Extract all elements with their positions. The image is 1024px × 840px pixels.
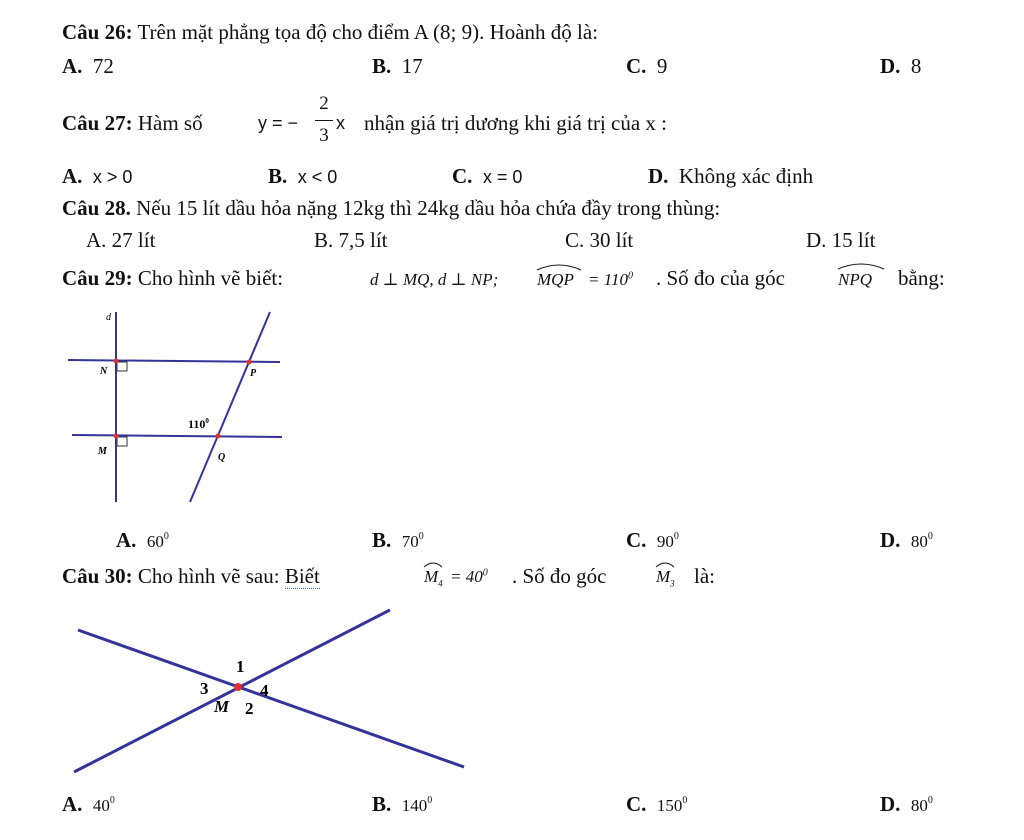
q27-frac-bar <box>315 120 333 121</box>
q29-ask-angle: NPQ <box>838 270 872 289</box>
option-value: 80 <box>910 532 928 551</box>
q30-text-mid: . Số đo góc <box>512 564 607 588</box>
q27-option-a[interactable] <box>62 166 132 187</box>
q30-figure <box>60 600 480 780</box>
label-d: d <box>106 312 111 323</box>
q28-text: Nếu 15 lít dầu hỏa nặng 12kg thì 24kg dầu hỏa chứa đầy trong thùng: <box>136 196 721 220</box>
option-letter: A. <box>62 164 83 188</box>
degree-mark: 0 <box>927 795 933 806</box>
q27-option-c[interactable] <box>452 166 522 187</box>
hat-icon <box>535 262 583 272</box>
option-letter: A. <box>62 792 83 816</box>
q27-frac-den: 3 <box>319 125 329 146</box>
q30-ask-angle <box>656 568 675 588</box>
option-value: 60 <box>146 532 164 551</box>
q27-text-after: nhận giá trị dương khi giá trị của x : <box>364 111 668 135</box>
q27-question <box>62 113 203 134</box>
q28-label: Câu 28. <box>62 196 131 220</box>
q28-option-c[interactable] <box>565 230 633 251</box>
q29-option-a[interactable] <box>116 530 169 551</box>
q30-option-c[interactable] <box>626 794 687 815</box>
q30-option-b[interactable] <box>372 794 432 815</box>
option-letter: A. <box>116 528 137 552</box>
option-value: 150 <box>656 796 683 815</box>
degree-mark: 0 <box>109 795 115 806</box>
q26-option-b[interactable] <box>372 56 423 77</box>
option-letter: D. <box>806 228 827 252</box>
option-letter: D. <box>648 164 669 188</box>
label-p: P <box>250 368 257 379</box>
q26-option-c[interactable] <box>626 56 667 77</box>
q30-question <box>62 566 320 587</box>
q30-label: Câu 30: <box>62 564 133 588</box>
option-value: x = 0 <box>482 167 523 187</box>
option-value: 15 lít <box>831 228 876 252</box>
q28-option-b[interactable] <box>314 230 388 251</box>
q30-text-after: là: <box>694 564 715 588</box>
point-m <box>234 683 242 691</box>
option-letter: B. <box>372 792 392 816</box>
option-letter: D. <box>880 54 901 78</box>
degree-mark: 0 <box>482 567 488 579</box>
option-letter: C. <box>626 54 647 78</box>
q30-option-d[interactable] <box>880 794 933 815</box>
line-1 <box>78 630 464 767</box>
option-value: 17 <box>401 54 423 78</box>
option-value: x > 0 <box>92 167 133 187</box>
option-value: 30 lít <box>589 228 634 252</box>
q27-text-before: Hàm số <box>137 111 203 135</box>
q29-question <box>62 268 283 289</box>
q29-option-d[interactable] <box>880 530 933 551</box>
q28-option-d[interactable] <box>806 230 875 251</box>
option-value: 140 <box>401 796 428 815</box>
option-value: 7,5 lít <box>338 228 388 252</box>
label-q: Q <box>218 452 226 463</box>
right-angle-n <box>117 362 127 371</box>
hat-icon <box>654 559 676 569</box>
q29-condition-value-text: = 110 <box>588 270 628 289</box>
degree-mark: 0 <box>627 270 633 282</box>
point-q <box>216 434 221 439</box>
q29-option-c[interactable] <box>626 530 679 551</box>
option-letter: B. <box>314 228 334 252</box>
option-letter: C. <box>626 792 647 816</box>
label-2: 2 <box>245 699 254 718</box>
line-2 <box>74 610 390 772</box>
q26-option-a[interactable] <box>62 56 114 77</box>
q28-option-a[interactable] <box>86 230 155 251</box>
q26-text: Trên mặt phẳng tọa độ cho điểm A (8; 9). Hoành độ là: <box>137 20 599 44</box>
q29-figure <box>60 300 300 510</box>
label-3: 3 <box>200 679 209 698</box>
q27-formula-lhs: y = − <box>258 113 299 133</box>
option-value: 90 <box>656 532 674 551</box>
label-m: M <box>214 697 230 716</box>
option-value: x < 0 <box>297 167 338 187</box>
degree-mark: 0 <box>927 531 933 542</box>
label-m: M <box>98 446 107 457</box>
q27-frac-num: 2 <box>319 93 329 114</box>
q27-label: Câu 27: <box>62 111 133 135</box>
q29-condition-perp: d ⊥ MQ, d ⊥ NP; <box>370 270 499 289</box>
angle-sub: 4 <box>438 578 443 589</box>
point-n <box>114 359 119 364</box>
line-mq <box>72 435 282 437</box>
q27-option-b[interactable] <box>268 166 337 187</box>
option-letter: B. <box>372 528 392 552</box>
option-letter: C. <box>626 528 647 552</box>
q29-condition-value <box>588 271 633 288</box>
q29-option-b[interactable] <box>372 530 424 551</box>
line-pq <box>190 312 270 502</box>
option-value: 40 <box>92 796 110 815</box>
option-value: 9 <box>656 54 668 78</box>
q29-label: Câu 29: <box>62 266 133 290</box>
q30-text-before: Cho hình vẽ sau: <box>137 564 280 588</box>
hat-icon <box>836 261 886 271</box>
point-p <box>247 360 252 365</box>
right-angle-m <box>117 437 127 446</box>
option-value: 70 <box>401 532 419 551</box>
q28-question <box>62 198 720 219</box>
angle-letter: M <box>656 567 671 586</box>
q30-condition-angle <box>424 568 443 588</box>
option-value: 80 <box>910 796 928 815</box>
angle-letter: M <box>424 567 439 586</box>
q30-condition-value <box>450 568 488 585</box>
degree-mark: 0 <box>418 531 424 542</box>
q27-option-d[interactable] <box>648 166 813 187</box>
q29-text-mid: . Số đo của góc <box>656 266 785 290</box>
label-4: 4 <box>260 681 269 700</box>
q29-text-after: bằng: <box>898 266 945 290</box>
degree-mark: 0 <box>427 795 433 806</box>
option-letter: A. <box>62 54 83 78</box>
degree-mark: 0 <box>205 417 209 425</box>
option-value: 72 <box>92 54 114 78</box>
label-1: 1 <box>236 657 245 676</box>
option-letter: A. <box>86 228 107 252</box>
option-value: 8 <box>910 54 922 78</box>
option-letter: D. <box>880 792 901 816</box>
option-letter: B. <box>372 54 392 78</box>
option-letter: D. <box>880 528 901 552</box>
option-letter: C. <box>565 228 585 252</box>
q29-text-before: Cho hình vẽ biết: <box>137 266 284 290</box>
option-letter: B. <box>268 164 288 188</box>
point-m <box>114 434 119 439</box>
q30-option-a[interactable] <box>62 794 115 815</box>
degree-mark: 0 <box>163 531 169 542</box>
q29-condition-angle: MQP <box>537 270 574 289</box>
hat-icon <box>422 559 444 569</box>
degree-mark: 0 <box>673 531 679 542</box>
option-value: Không xác định <box>678 164 814 188</box>
q27-formula-var: x <box>336 113 345 133</box>
label-n: N <box>100 366 108 377</box>
angle-value: 110 <box>188 417 206 431</box>
option-letter: C. <box>452 164 473 188</box>
q26-label: Câu 26: <box>62 20 133 44</box>
q30-word-biet: Biết <box>284 564 320 588</box>
degree-mark: 0 <box>682 795 688 806</box>
angle-sub: 3 <box>670 578 675 589</box>
q26-question <box>62 22 598 43</box>
q26-option-d[interactable] <box>880 56 921 77</box>
q30-condition-value-text: = 40 <box>450 567 483 586</box>
option-value: 27 lít <box>111 228 156 252</box>
label-angle-110 <box>188 417 209 431</box>
